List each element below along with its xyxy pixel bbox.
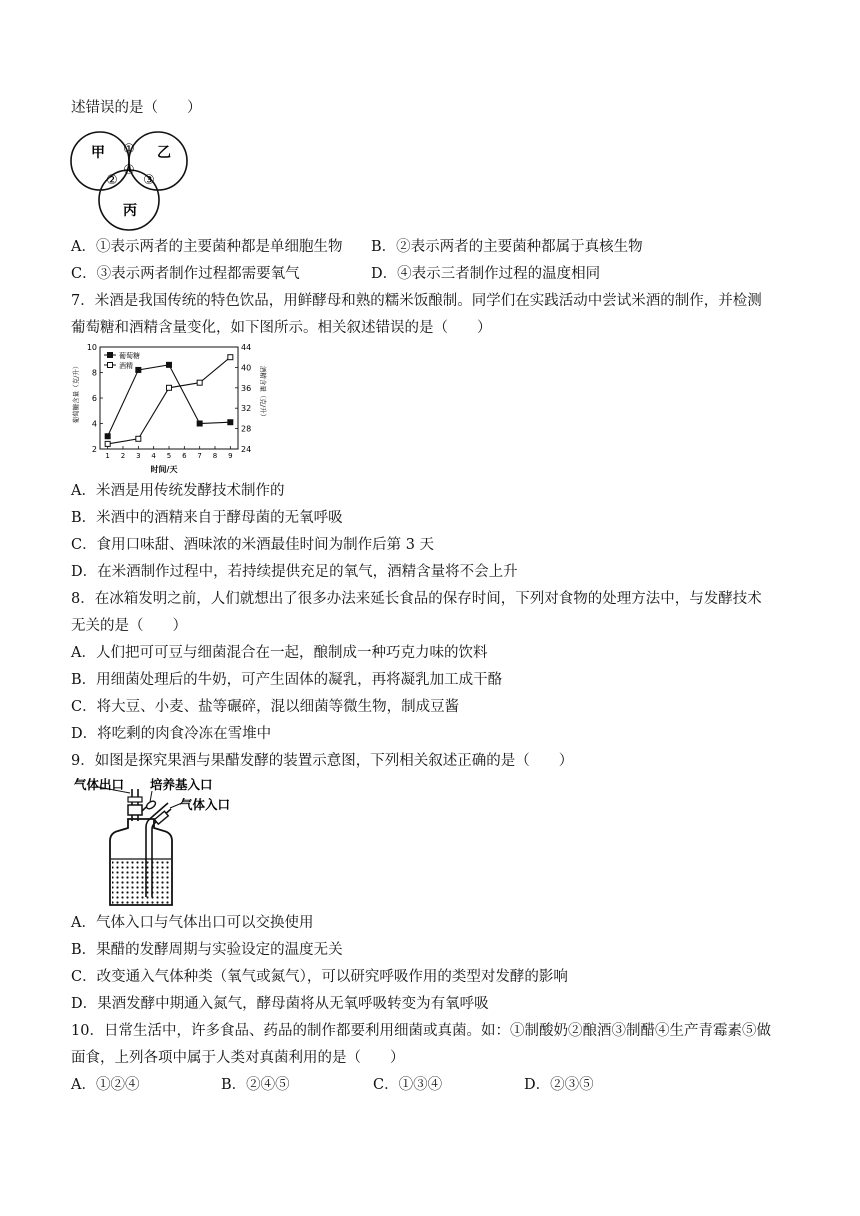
x-tick-label: 3 — [136, 452, 141, 460]
x-tick-label: 7 — [197, 452, 202, 460]
y-left-tick-label: 10 — [86, 343, 97, 352]
venn-label-yi: 乙 — [157, 145, 171, 161]
y-left-tick-label: 8 — [91, 368, 97, 378]
y-right-tick-label: 36 — [241, 383, 252, 393]
q8-option-d[interactable]: D．将吃剩的肉食冷冻在雪堆中 — [71, 726, 272, 742]
y-right-label: 酒精含量（克/升） — [259, 365, 267, 421]
q10-stem-line2: 面食，上列各项中属于人类对真菌利用的是（ ） — [71, 1050, 405, 1066]
x-tick-label: 2 — [120, 452, 126, 460]
data-point-1 — [228, 355, 233, 360]
data-point-0 — [136, 367, 141, 372]
data-point-0 — [105, 434, 110, 439]
y-left-label: 葡萄糖含量（克/升） — [72, 362, 80, 424]
q7-option-b[interactable]: B．米酒中的酒精来自于酵母菌的无氧呼吸 — [71, 510, 343, 526]
q7-option-d[interactable]: D．在米酒制作过程中，若持续提供充足的氧气，酒精含量将不会上升 — [71, 564, 518, 580]
data-point-0 — [167, 362, 172, 367]
q6-option-d[interactable]: D．④表示三者制作过程的温度相同 — [371, 266, 601, 282]
legend-label-0: 葡萄糖 — [119, 352, 140, 360]
data-point-0 — [197, 421, 202, 426]
y-right-tick-label: 44 — [241, 343, 252, 352]
data-point-1 — [197, 380, 202, 385]
series-line-1 — [108, 357, 231, 444]
q8-stem-line2: 无关的是（ ） — [71, 618, 187, 634]
q6-option-a[interactable]: A．①表示两者的主要菌种都是单细胞生物 — [71, 239, 343, 255]
q10-option-a[interactable]: A．①②④ — [71, 1077, 140, 1093]
q7-line-chart — [70, 341, 270, 481]
q8-option-c[interactable]: C．将大豆、小麦、盐等碾碎，混以细菌等微生物，制成豆酱 — [71, 699, 460, 715]
y-right-tick-label: 40 — [241, 363, 252, 373]
venn-region-3: ③ — [143, 173, 155, 188]
data-point-1 — [167, 385, 172, 390]
x-tick-label: 9 — [228, 452, 233, 460]
venn-diagram — [68, 126, 194, 236]
q9-option-b[interactable]: B．果醋的发酵周期与实验设定的温度无关 — [71, 942, 343, 958]
venn-region-4: ④ — [123, 163, 135, 178]
q10-option-b[interactable]: B．②④⑤ — [221, 1077, 290, 1093]
gas-inlet-label: 气体入口 — [180, 797, 231, 812]
q9-option-c[interactable]: C．改变通入气体种类（氧气或氮气），可以研究呼吸作用的类型对发酵的影响 — [71, 969, 568, 985]
x-tick-label: 1 — [105, 452, 110, 460]
data-point-1 — [105, 441, 110, 446]
q10-option-d[interactable]: D．②③⑤ — [524, 1077, 594, 1093]
gas-outlet-label: 气体出口 — [74, 777, 125, 792]
y-right-tick-label: 24 — [241, 445, 252, 454]
q6-option-c[interactable]: C．③表示两者制作过程都需要氧气 — [71, 266, 300, 282]
medium-inlet-label: 培养基入口 — [150, 777, 213, 792]
q10-stem-line1: 10．日常生活中，许多食品、药品的制作都要利用细菌或真菌。如：①制酸奶②酿酒③制醋④生产青霉素⑤做 — [71, 1023, 771, 1039]
q8-option-b[interactable]: B．用细菌处理后的牛奶，可产生固体的凝乳，再将凝乳加工成干酪 — [71, 672, 503, 688]
legend-marker-1 — [108, 363, 113, 368]
legend-label-1: 酒精 — [119, 362, 133, 370]
q9-stem: 9．如图是探究果酒与果醋发酵的装置示意图，下列相关叙述正确的是（ ） — [71, 753, 574, 769]
q9-option-a[interactable]: A．气体入口与气体出口可以交换使用 — [71, 915, 314, 931]
y-right-tick-label: 32 — [241, 404, 252, 414]
q7-option-a[interactable]: A．米酒是用传统发酵技术制作的 — [71, 483, 285, 499]
x-tick-label: 4 — [151, 452, 156, 460]
data-point-0 — [228, 420, 233, 425]
y-right-tick-label: 28 — [241, 424, 252, 434]
y-left-tick-label: 4 — [91, 419, 97, 429]
data-point-1 — [136, 436, 141, 441]
series-line-0 — [108, 365, 231, 436]
q6-option-b[interactable]: B．②表示两者的主要菌种都属于真核生物 — [371, 239, 643, 255]
x-tick-label: 8 — [212, 452, 218, 460]
x-axis-label: 时间/天 — [150, 465, 178, 474]
x-tick-label: 5 — [166, 452, 172, 460]
q8-stem-line1: 8．在冰箱发明之前，人们就想出了很多办法来延长食品的保存时间，下列对食物的处理方法中，与发酵技术 — [71, 591, 762, 607]
venn-region-2: ② — [106, 173, 118, 188]
q7-stem-line2: 葡萄糖和酒精含量变化，如下图所示。相关叙述错误的是（ ） — [71, 320, 492, 336]
legend-marker-0 — [108, 353, 113, 358]
y-left-tick-label: 6 — [91, 394, 97, 403]
x-tick-label: 6 — [182, 452, 187, 460]
y-left-tick-label: 2 — [91, 445, 97, 454]
fermentation-apparatus — [70, 775, 240, 915]
q8-option-a[interactable]: A．人们把可可豆与细菌混合在一起，酿制成一种巧克力味的饮料 — [71, 645, 488, 661]
q6-stem-tail: 述错误的是（ ） — [71, 100, 202, 116]
q7-stem-line1: 7．米酒是我国传统的特色饮品，用鲜酵母和熟的糯米饭酿制。同学们在实践活动中尝试米酒的制作，并检测 — [71, 293, 762, 309]
q9-option-d[interactable]: D．果酒发酵中期通入氮气，酵母菌将从无氧呼吸转变为有氧呼吸 — [71, 996, 489, 1012]
venn-label-bing: 丙 — [123, 203, 137, 219]
venn-region-1: ① — [123, 142, 135, 157]
q7-option-c[interactable]: C．食用口味甜、酒味浓的米酒最佳时间为制作后第 3 天 — [71, 537, 435, 553]
q10-option-c[interactable]: C．①③④ — [373, 1077, 443, 1093]
venn-label-jia: 甲 — [91, 145, 105, 161]
